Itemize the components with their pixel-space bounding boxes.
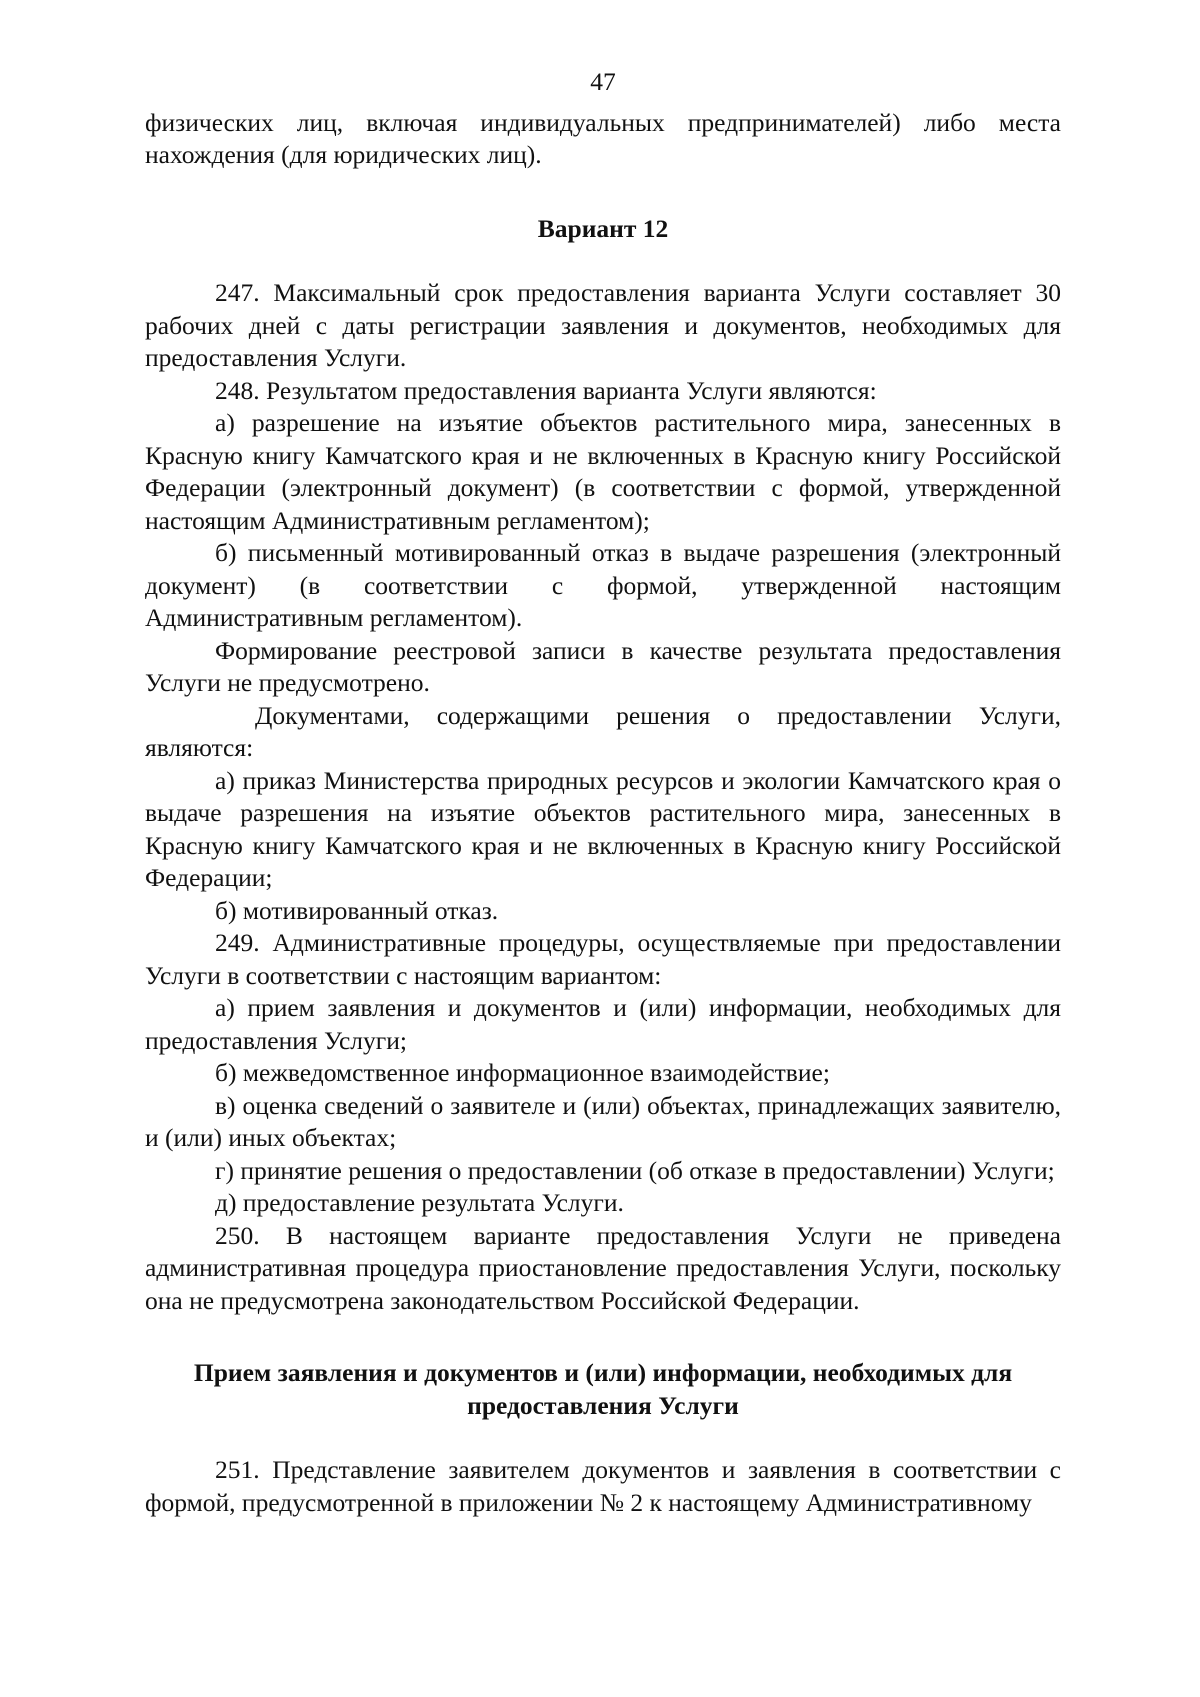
paragraph-decision-b: б) мотивированный отказ. <box>215 895 499 925</box>
section-heading <box>145 1357 1061 1422</box>
paragraph-249-b: б) межведомственное информационное взаимодействие; <box>215 1058 830 1087</box>
paragraph-decision-a: а) приказ Министерства природных ресурсов и экологии Камчатского края о выдаче разрешения на изъятие объектов растительного мира, занесенных в Красную книгу Камчатского края и не включенных в Красную книгу Российской Федерации; <box>145 765 1061 892</box>
section-heading-line-2: предоставления Услуги <box>467 1390 739 1420</box>
paragraph-247: 247. Максимальный срок предоставления варианта Услуги составляет 30 рабочих дней с даты регистрации заявления и документов, необходимых для предоставления Услуги. <box>145 278 1061 372</box>
section-heading-line-1: Прием заявления и документов и (или) информации, необходимых для <box>193 1358 1013 1387</box>
document-page <box>145 66 1061 1519</box>
paragraph-249-d: г) принятие решения о предоставлении (об отказе в предоставлении) Услуги; <box>215 1155 1055 1185</box>
paragraph-248-b: б) письменный мотивированный отказ в выдаче разрешения (электронный документ) (в соответствии с формой, утвержденной настоящим Административным регламентом). <box>145 538 1061 632</box>
variant-heading: Вариант 12 <box>537 213 669 243</box>
intro-paragraph: физических лиц, включая индивидуальных предпринимателей) либо места нахождения (для юридических лиц). <box>145 107 1061 169</box>
paragraph-250: 250. В настоящем варианте предоставления Услуги не приведена административная процедура приостановление предоставления Услуги, поскольку она не предусмотрена законодательством Российской Федерации. <box>145 1220 1061 1315</box>
paragraph-registry-note: Формирование реестровой записи в качестве результата предоставления Услуги не предусмотрено. <box>145 635 1061 697</box>
paragraph-248: 248. Результатом предоставления варианта Услуги являются: <box>215 375 877 405</box>
paragraph-decision-documents: Документами, содержащими решения о предоставлении Услуги, являются: <box>145 700 1061 762</box>
paragraph-249: 249. Административные процедуры, осуществляемые при предоставлении Услуги в соответствии с настоящим вариантом: <box>145 928 1061 990</box>
paragraph-249-e: д) предоставление результата Услуги. <box>215 1188 624 1217</box>
page-number: 47 <box>590 67 616 96</box>
paragraph-249-a: а) прием заявления и документов и (или) информации, необходимых для предоставления Услуги; <box>145 993 1061 1055</box>
paragraph-249-c: в) оценка сведений о заявителе и (или) объектах, принадлежащих заявителю, и (или) иных объектах; <box>145 1090 1061 1152</box>
paragraph-248-a: а) разрешение на изъятие объектов растительного мира, занесенных в Красную книгу Камчатского края и не включенных в Красную книгу Российской Федерации (электронный документ) (в соответствии с формой, утвержденной настоящим Административным регламентом); <box>145 408 1061 535</box>
paragraph-251: 251. Представление заявителем документов и заявления в соответствии с формой, предусмотренной в приложении № 2 к настоящему Административному <box>145 1455 1061 1517</box>
